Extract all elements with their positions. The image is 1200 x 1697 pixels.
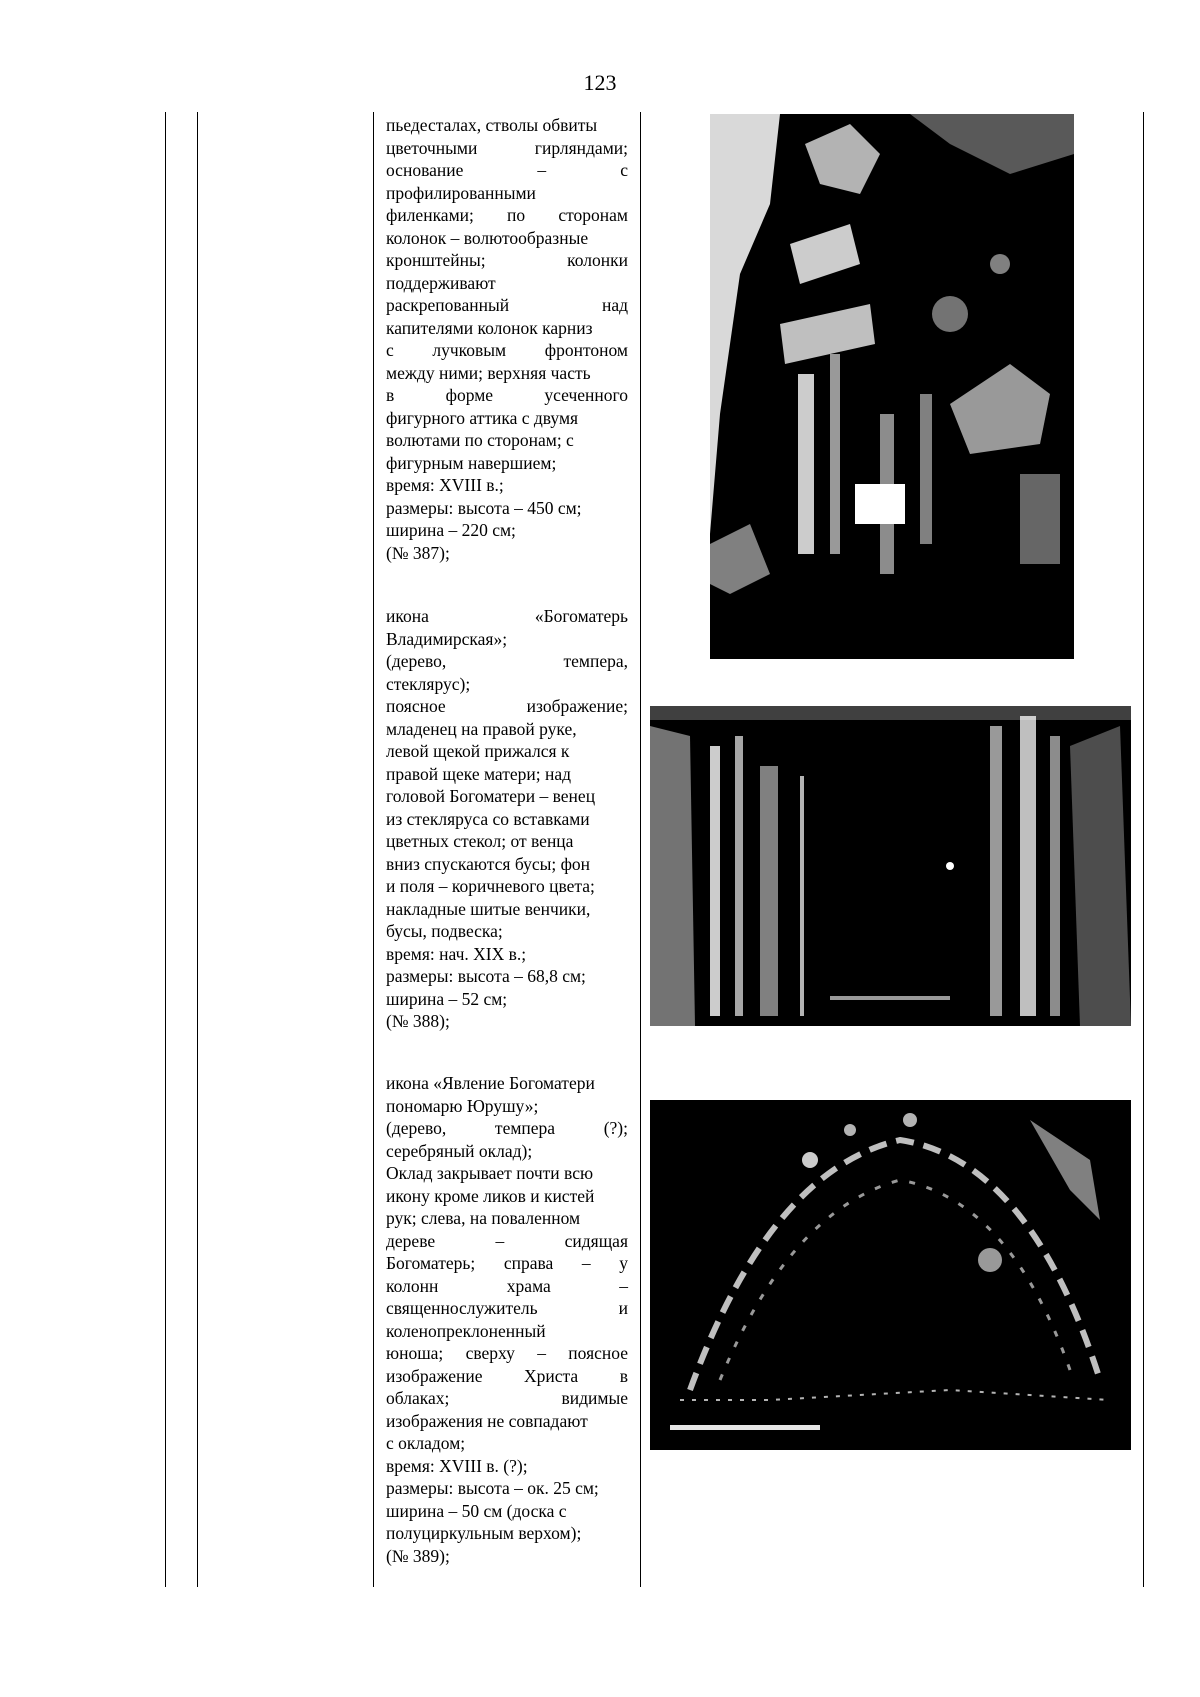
- text-line: серебряный оклад);: [386, 1140, 533, 1161]
- text-line: Богоматерь; справа – у: [386, 1253, 628, 1273]
- text-line: левой щекой прижался к: [386, 741, 570, 761]
- text-line: Оклад закрывает почти всю: [386, 1163, 594, 1183]
- text-line: колонн храма –: [386, 1275, 628, 1296]
- text-line: полуциркульным верхом);: [386, 1523, 582, 1543]
- text-line: время: XVIII в.;: [386, 475, 504, 495]
- text-line: накладные шитые венчики,: [386, 898, 591, 919]
- text-line: поддерживают: [386, 272, 496, 293]
- text-line: младенец на правой руке,: [386, 718, 577, 739]
- text-line: правой щеке матери; над: [386, 763, 572, 784]
- photo-iconostasis-opening: [650, 706, 1131, 1026]
- text-line: поясное изображение;: [386, 696, 628, 716]
- text-line: коленопреклоненный: [386, 1320, 546, 1341]
- page-number: 123: [583, 70, 617, 95]
- text-line: профилированными: [386, 182, 536, 203]
- text-line: (№ 387);: [386, 542, 450, 563]
- text-line: рук; слева, на поваленном: [386, 1208, 581, 1228]
- text-line: капителями колонок карниз: [386, 317, 593, 338]
- table-column-divider-3: [640, 112, 641, 1587]
- text-line: икона «Явление Богоматери: [386, 1073, 595, 1093]
- text-line: головой Богоматери – венец: [386, 786, 596, 806]
- text-line: пономарю Юрушу»;: [386, 1095, 539, 1116]
- text-line: ширина – 220 см;: [386, 520, 516, 540]
- text-line: основание – с: [386, 160, 628, 180]
- text-line: вниз спускаются бусы; фон: [386, 853, 591, 874]
- table-column-divider-2: [373, 112, 374, 1587]
- text-line: цветочными гирляндами;: [386, 137, 628, 158]
- text-line: изображение Христа в: [386, 1365, 628, 1386]
- text-line: стеклярус);: [386, 673, 471, 694]
- text-line: с окладом;: [386, 1433, 466, 1453]
- photo-icon-oklad: [650, 1100, 1131, 1450]
- text-line: раскрепованный над: [386, 295, 628, 315]
- text-line: размеры: высота – ок. 25 см;: [386, 1478, 599, 1498]
- text-line: колонок – волютообразные: [386, 227, 589, 248]
- photo-iconostasis-frame: [710, 114, 1074, 659]
- text-line: между ними; верхняя часть: [386, 362, 591, 383]
- text-line: из стекляруса со вставками: [386, 808, 590, 829]
- text-line: кронштейны; колонки: [386, 250, 628, 270]
- entry-388-description: [386, 605, 628, 1033]
- text-line: с лучковым фронтоном: [386, 340, 628, 360]
- table-border-right: [1143, 112, 1144, 1587]
- text-line: пьедесталах, стволы обвиты: [386, 115, 598, 135]
- entry-389-description: [386, 1072, 628, 1567]
- table-column-divider-1: [197, 112, 198, 1587]
- text-line: фигурного аттика с двумя: [386, 407, 579, 428]
- text-line: время: XVIII в. (?);: [386, 1455, 528, 1476]
- text-line: (дерево, темпера (?);: [386, 1118, 628, 1138]
- text-line: бусы, подвеска;: [386, 921, 503, 941]
- text-line: ширина – 50 см (доска с: [386, 1500, 567, 1521]
- text-line: ширина – 52 см;: [386, 988, 508, 1009]
- text-line: (№ 389);: [386, 1545, 450, 1566]
- text-line: икона «Богоматерь: [386, 606, 628, 626]
- text-line: в форме усеченного: [386, 385, 628, 405]
- text-line: время: нач. XIX в.;: [386, 943, 527, 964]
- text-line: икону кроме ликов и кистей: [386, 1185, 595, 1206]
- text-line: Владимирская»;: [386, 628, 508, 649]
- text-line: (дерево, темпера,: [386, 651, 628, 671]
- text-line: размеры: высота – 450 см;: [386, 497, 582, 518]
- text-line: изображения не совпадают: [386, 1410, 588, 1431]
- text-line: и поля – коричневого цвета;: [386, 876, 595, 896]
- entry-387-description: [386, 114, 628, 564]
- text-line: юноша; сверху – поясное: [386, 1343, 628, 1363]
- text-line: (№ 388);: [386, 1011, 450, 1031]
- text-line: филенками; по сторонам: [386, 205, 628, 225]
- text-line: священнослужитель и: [386, 1298, 628, 1318]
- text-line: размеры: высота – 68,8 см;: [386, 966, 586, 986]
- text-line: волютами по сторонам; с: [386, 430, 574, 450]
- table-border-left: [165, 112, 166, 1587]
- text-line: фигурным навершием;: [386, 452, 557, 473]
- text-line: дереве – сидящая: [386, 1230, 628, 1251]
- text-line: цветных стекол; от венца: [386, 831, 574, 851]
- text-line: облаках; видимые: [386, 1388, 628, 1408]
